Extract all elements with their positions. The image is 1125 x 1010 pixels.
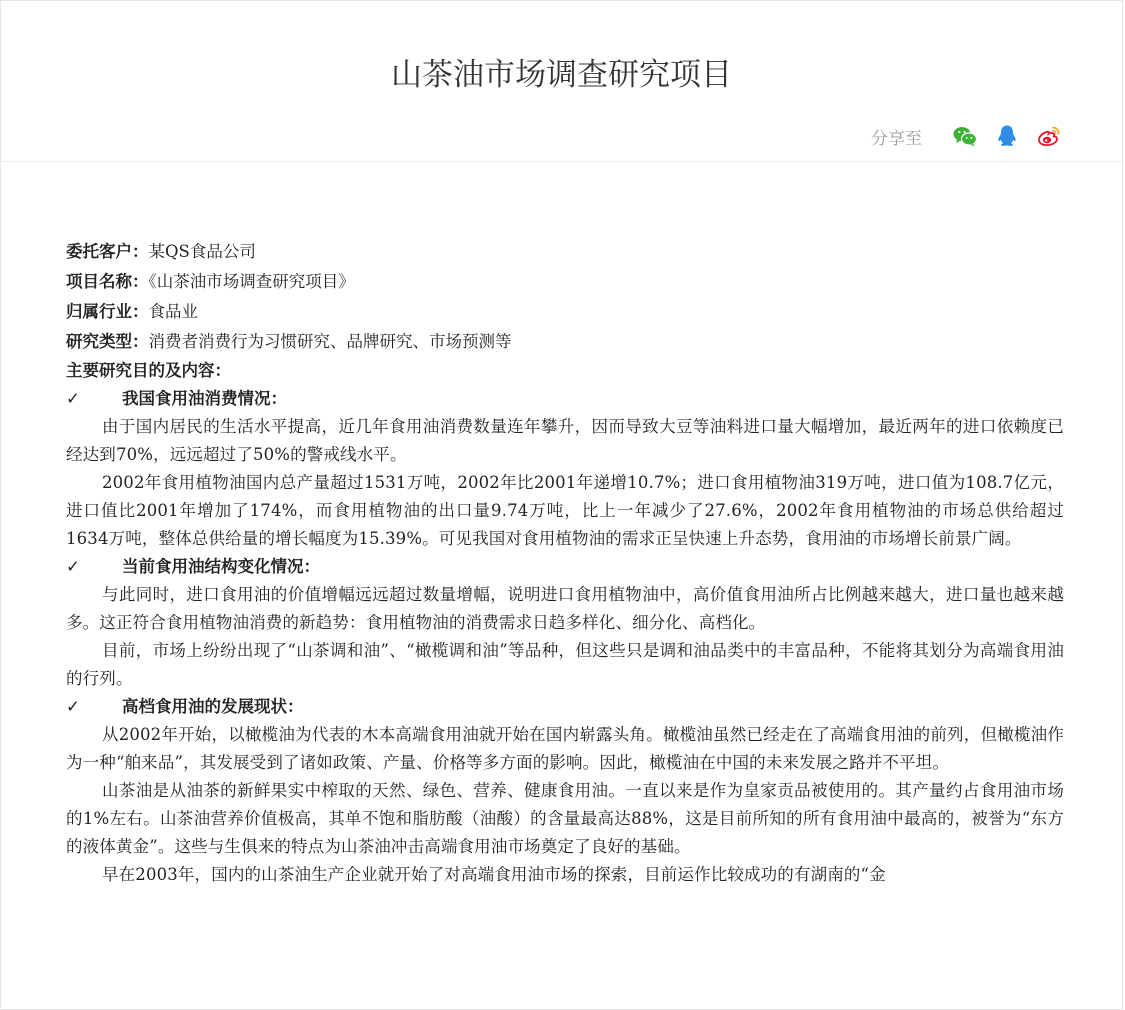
- meta-value: 《山茶油市场调查研究项目》: [148, 272, 355, 291]
- meta-research-type: [66, 327, 1064, 357]
- paragraph: 山茶油是从油茶的新鲜果实中榨取的天然、绿色、营养、健康食用油。一直以来是作为皇家贡品被使用的。其产量约占食用油市场的1%左右。山茶油营养价值极高，其单不饱和脂肪酸（油酸）的含量最高达88%，这是目前所知的所有食用油中最高的，被誉为“东方的液体黄金”。这些与生俱来的特点为山茶油冲击高端食用油市场奠定了良好的基础。: [66, 781, 1064, 856]
- section-heading: [66, 553, 1064, 581]
- paragraph: 由于国内居民的生活水平提高，近几年食用油消费数量连年攀升，因而导致大豆等油料进口量大幅增加，最近两年的进口依赖度已经达到70%，远远超过了50%的警戒线水平。: [66, 417, 1064, 464]
- article-header: [1, 1, 1122, 162]
- check-icon: ✓: [66, 697, 80, 716]
- qq-icon[interactable]: [994, 123, 1020, 149]
- meta-value: 某QS食品公司: [148, 242, 256, 261]
- section-heading: [66, 385, 1064, 413]
- section-heading-text: 我国食用油消费情况：: [122, 389, 287, 408]
- weibo-icon[interactable]: [1036, 123, 1062, 149]
- meta-label: 归属行业：: [66, 302, 149, 321]
- page-title: 山茶油市场调查研究项目: [391, 57, 732, 93]
- main-heading: 主要研究目的及内容：: [66, 361, 231, 380]
- check-icon: ✓: [66, 389, 80, 408]
- meta-value: 消费者消费行为习惯研究、品牌研究、市场预测等: [148, 332, 512, 351]
- paragraph: 早在2003年，国内的山茶油生产企业就开始了对高端食用油市场的探索，目前运作比较成功的有湖南的“金: [102, 865, 886, 884]
- meta-label: 委托客户：: [66, 242, 149, 261]
- share-label: 分享至: [871, 128, 922, 149]
- paragraph: 与此同时，进口食用油的价值增幅远远超过数量增幅，说明进口食用植物油中，高价值食用油所占比例越来越大，进口量也越来越多。这正符合食用植物油消费的新趋势：食用植物油的消费需求日趋多样化、细分化、高档化。: [66, 585, 1064, 632]
- meta-label: 研究类型：: [66, 332, 149, 351]
- meta-client: [66, 237, 1064, 267]
- meta-value: 食品业: [148, 302, 198, 321]
- paragraph: 从2002年开始，以橄榄油为代表的木本高端食用油就开始在国内崭露头角。橄榄油虽然已经走在了高端食用油的前列，但橄榄油作为一种“舶来品”，其发展受到了诸如政策、产量、价格等多方面的影响。因此，橄榄油在中国的未来发展之路并不平坦。: [66, 725, 1064, 772]
- check-icon: ✓: [66, 557, 80, 576]
- meta-industry: [66, 297, 1064, 327]
- paragraph: 目前，市场上纷纷出现了“山茶调和油”、“橄榄调和油”等品种，但这些只是调和油品类中的丰富品种，不能将其划分为高端食用油的行列。: [66, 641, 1064, 688]
- section-heading-text: 当前食用油结构变化情况：: [122, 557, 320, 576]
- paragraph: 2002年食用植物油国内总产量超过1531万吨，2002年比2001年递增10.7%；进口食用植物油319万吨，进口值为108.7亿元，进口值比2001年增加了174%，而食用植物油的出口量9.74万吨，比上一年减少了27.6%，2002年食用植物油的市场总供给超过1634万吨，整体总供给量的增长幅度为15.39%。可见我国对食用植物油的需求正呈快速上升态势，食用油的市场增长前景广阔。: [66, 473, 1064, 548]
- wechat-icon[interactable]: [952, 123, 978, 149]
- section-heading-text: 高档食用油的发展现状：: [122, 697, 304, 716]
- article-body: [66, 237, 1064, 889]
- share-bar: [871, 121, 1062, 151]
- meta-project-name: [66, 267, 1064, 297]
- meta-label: 项目名称：: [66, 272, 149, 291]
- section-heading: [66, 693, 1064, 721]
